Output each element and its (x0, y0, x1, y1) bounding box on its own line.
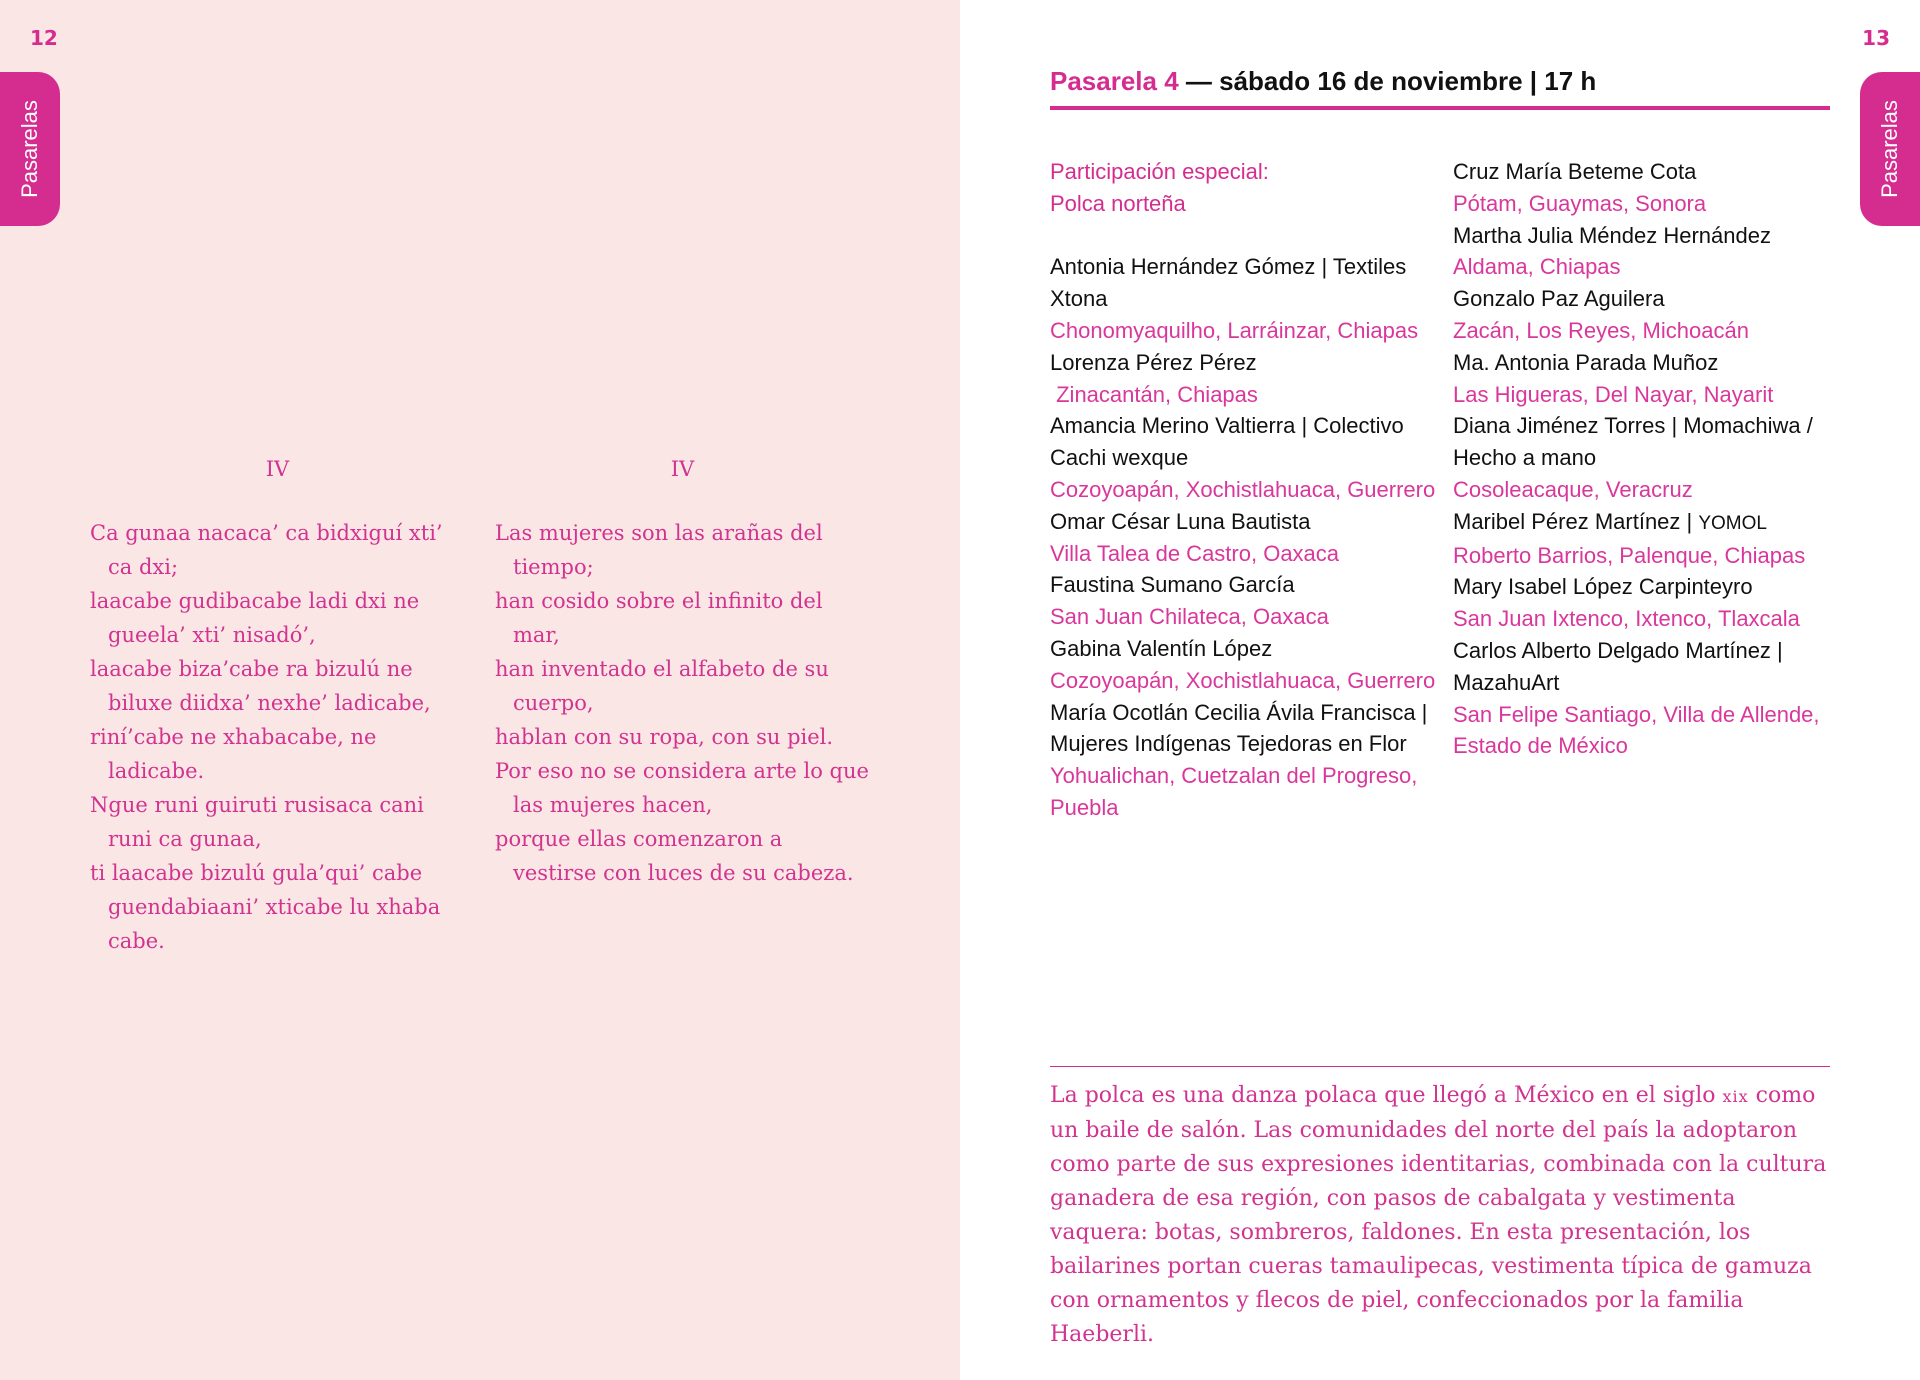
participant-name-row (1453, 506, 1843, 540)
participant-place: Zinacantán, Chiapas (1050, 381, 1258, 407)
participant-name: Lorenza Pérez Pérez (1050, 349, 1257, 375)
poem-numeral: IV (670, 457, 695, 481)
participant-name: Amancia Merino Valtierra | Colectivo Cachi wexque (1050, 413, 1404, 471)
participant-name: Gabina Valentín López (1050, 635, 1273, 661)
description-rule (1050, 1066, 1830, 1067)
participant-name: Martha Julia Méndez Hernández (1453, 222, 1771, 248)
poem-line: laacabe gudibacabe ladi dxi ne gueela’ xti’ nisadó’, (90, 589, 420, 647)
poem-line: Ngue runi guiruti rusisaca cani runi ca gunaa, (90, 793, 424, 851)
page-number-right: 13 (1862, 26, 1890, 50)
description-text: como un baile de salón. Las comunidades del norte del país la adoptaron como parte de sus expresiones identitarias, combinada con la cultura ganadera de esa región, con pasos de cabalgata y vestimenta vaquera: botas, sombreros, faldones. En esta presentación, los bailarines portan cueras tamaulipecas, vestimenta típica de gamuza con ornamentos y flecos de piel, confeccionados por la familia Haeberli. (1050, 1083, 1827, 1347)
special-act: Polca norteña (1050, 190, 1186, 216)
pasarela-title: Pasarela 4 (1050, 66, 1179, 96)
poem-line: Ca gunaa nacaca’ ca bidxiguí xti’ ca dxi; (90, 521, 443, 579)
section-tab-label: Pasarelas (17, 100, 42, 198)
participant-name: Maribel Pérez Martínez | (1453, 508, 1699, 534)
participants-column-left (1050, 156, 1450, 824)
participant-name: Omar César Luna Bautista (1050, 508, 1311, 534)
participant-name: Mary Isabel López Carpinteyro (1453, 574, 1753, 600)
participant-name: Carlos Alberto Delgado Martínez | MazahuArt (1453, 637, 1783, 695)
special-label: Participación especial: (1050, 159, 1269, 184)
poem-line: hablan con su ropa, con su piel. (495, 725, 834, 749)
section-tab-label: Pasarelas (1877, 100, 1902, 198)
poem-line: laacabe biza’cabe ra bizulú ne biluxe diidxa’ nexhe’ ladicabe, (90, 657, 431, 715)
participant-place: Chonomyaquilho, Larráinzar, Chiapas (1050, 317, 1419, 343)
participant-place: Aldama, Chiapas (1453, 254, 1621, 280)
pasarela-header (1050, 66, 1830, 97)
participant-name: Diana Jiménez Torres | Momachiwa / Hecho a mano (1453, 413, 1813, 471)
participant-place: San Juan Chilateca, Oaxaca (1050, 604, 1329, 630)
section-tab-left (0, 72, 60, 226)
participant-place: Yohualichan, Cuetzalan del Progreso, Puebla (1050, 763, 1418, 820)
participant-name: Faustina Sumano García (1050, 572, 1295, 598)
participant-place: Cosoleacaque, Veracruz (1453, 476, 1693, 502)
special-participation (1050, 156, 1450, 220)
poem-numeral: IV (265, 457, 290, 481)
poem-line: ti laacabe bizulú gula’qui’ cabe guendabiaani’ xticabe lu xhaba cabe. (90, 861, 441, 953)
poem-line: Por eso no se considera arte lo que las mujeres hacen, (495, 759, 869, 817)
participant-place: Cozoyoapán, Xochistlahuaca, Guerrero (1050, 476, 1436, 502)
poem-line: han inventado el alfabeto de su cuerpo, (495, 657, 829, 715)
participant-collective: YOMOL (1698, 512, 1767, 534)
participant-name: Antonia Hernández Gómez | Textiles Xtona (1050, 254, 1407, 312)
participant-name: Gonzalo Paz Aguilera (1453, 286, 1665, 312)
header-rule (1050, 106, 1830, 110)
section-tab-right (1860, 72, 1920, 226)
poem-line: riní’cabe ne xhabacabe, ne ladicabe. (90, 725, 377, 783)
polka-description (1050, 1079, 1835, 1352)
participant-place: Las Higueras, Del Nayar, Nayarit (1453, 381, 1774, 407)
participants-column-right (1453, 156, 1843, 762)
poem-spanish (495, 452, 870, 890)
poem-zapotec (90, 452, 465, 958)
participant-place: San Juan Ixtenco, Ixtenco, Tlaxcala (1453, 606, 1800, 632)
participant-place: Roberto Barrios, Palenque, Chiapas (1453, 542, 1806, 568)
page-number-left: 12 (30, 26, 58, 50)
poem-line: porque ellas comenzaron a vestirse con luces de su cabeza. (495, 827, 854, 885)
participant-place: San Felipe Santiago, Villa de Allende, Estado de México (1453, 701, 1820, 759)
pasarela-date: — sábado 16 de noviembre | 17 h (1178, 66, 1597, 96)
poem-line: han cosido sobre el infinito del mar, (495, 589, 823, 647)
participant-place: Cozoyoapán, Xochistlahuaca, Guerrero (1050, 667, 1436, 693)
description-text: La polca es una danza polaca que llegó a México en el siglo (1050, 1083, 1723, 1108)
participant-place: Pótam, Guaymas, Sonora (1453, 190, 1707, 216)
description-century: xix (1722, 1087, 1749, 1106)
poem-line: Las mujeres son las arañas del tiempo; (495, 521, 823, 579)
right-page (960, 0, 1920, 1380)
participant-place: Zacán, Los Reyes, Michoacán (1453, 317, 1749, 343)
participant-name: Ma. Antonia Parada Muñoz (1453, 349, 1719, 375)
participant-name: María Ocotlán Cecilia Ávila Francisca | Mujeres Indígenas Tejedoras en Flor (1050, 699, 1428, 757)
participant-place: Villa Talea de Castro, Oaxaca (1050, 540, 1340, 566)
participant-name: Cruz María Beteme Cota (1453, 159, 1697, 184)
